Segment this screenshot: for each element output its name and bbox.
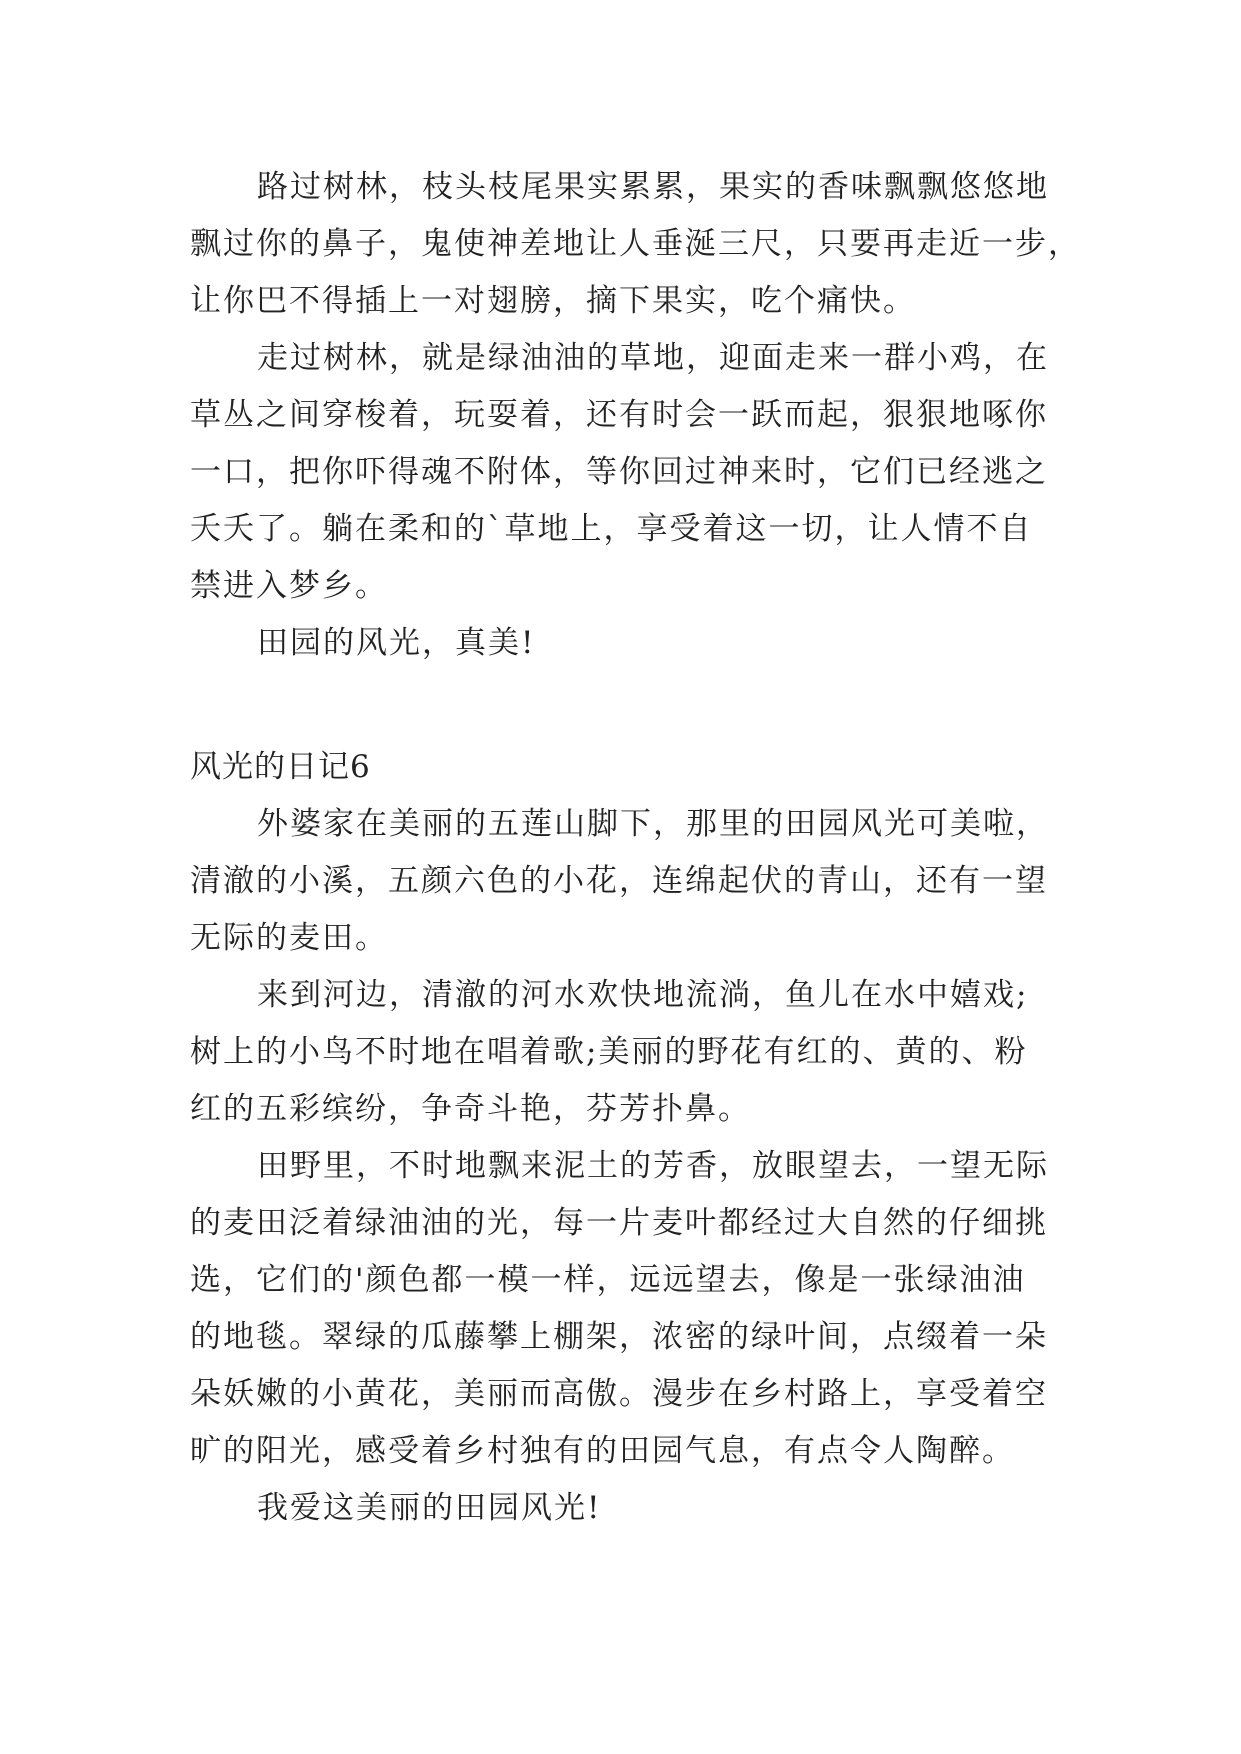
paragraph-line: 我爱这美丽的田园风光! (257, 1490, 602, 1526)
section-title: 风光的日记6 (190, 749, 371, 785)
paragraph-line: 选，它们的'颜色都一模一样，远远望去，像是一张绿油油 (190, 1262, 1026, 1298)
paragraph-line: 的地毯。翠绿的瓜藤攀上棚架，浓密的绿叶间，点缀着一朵 (190, 1319, 1048, 1355)
paragraph-line: 红的五彩缤纷，争奇斗艳，芬芳扑鼻。 (190, 1091, 751, 1127)
paragraph-line: 夭夭了。躺在柔和的`草地上，享受着这一切，让人情不自 (190, 511, 1033, 547)
paragraph-line: 路过树林，枝头枝尾果实累累，果实的香味飘飘悠悠地 (257, 169, 1049, 205)
paragraph-line: 禁进入梦乡。 (190, 568, 388, 604)
paragraph-line: 树上的小鸟不时地在唱着歌;美丽的野花有红的、黄的、粉 (190, 1034, 1028, 1070)
paragraph-line: 让你巴不得插上一对翅膀，摘下果实，吃个痛快。 (190, 283, 916, 319)
paragraph-line: 一口，把你吓得魂不附体，等你回过神来时，它们已经逃之 (190, 454, 1048, 490)
paragraph-line: 飘过你的鼻子，鬼使神差地让人垂涎三尺，只要再走近一步， (190, 226, 1081, 262)
paragraph-line: 外婆家在美丽的五莲山脚下，那里的田园风光可美啦， (257, 806, 1049, 842)
paragraph-line: 的麦田泛着绿油油的光，每一片麦叶都经过大自然的仔细挑 (190, 1205, 1048, 1241)
paragraph-line: 田野里，不时地飘来泥土的芳香，放眼望去，一望无际 (257, 1148, 1049, 1184)
paragraph-line: 无际的麦田。 (190, 920, 388, 956)
paragraph-line: 田园的风光，真美! (257, 625, 536, 661)
paragraph-line: 草丛之间穿梭着，玩耍着，还有时会一跃而起，狠狠地啄你 (190, 397, 1048, 433)
paragraph-line: 旷的阳光，感受着乡村独有的田园气息，有点令人陶醉。 (190, 1433, 1015, 1469)
paragraph-line: 来到河边，清澈的河水欢快地流淌，鱼儿在水中嬉戏; (257, 977, 1029, 1013)
paragraph-line: 走过树林，就是绿油油的草地，迎面走来一群小鸡，在 (257, 340, 1049, 376)
paragraph-line: 朵妖嫩的小黄花，美丽而高傲。漫步在乡村路上，享受着空 (190, 1376, 1048, 1412)
paragraph-line: 清澈的小溪，五颜六色的小花，连绵起伏的青山，还有一望 (190, 863, 1048, 899)
